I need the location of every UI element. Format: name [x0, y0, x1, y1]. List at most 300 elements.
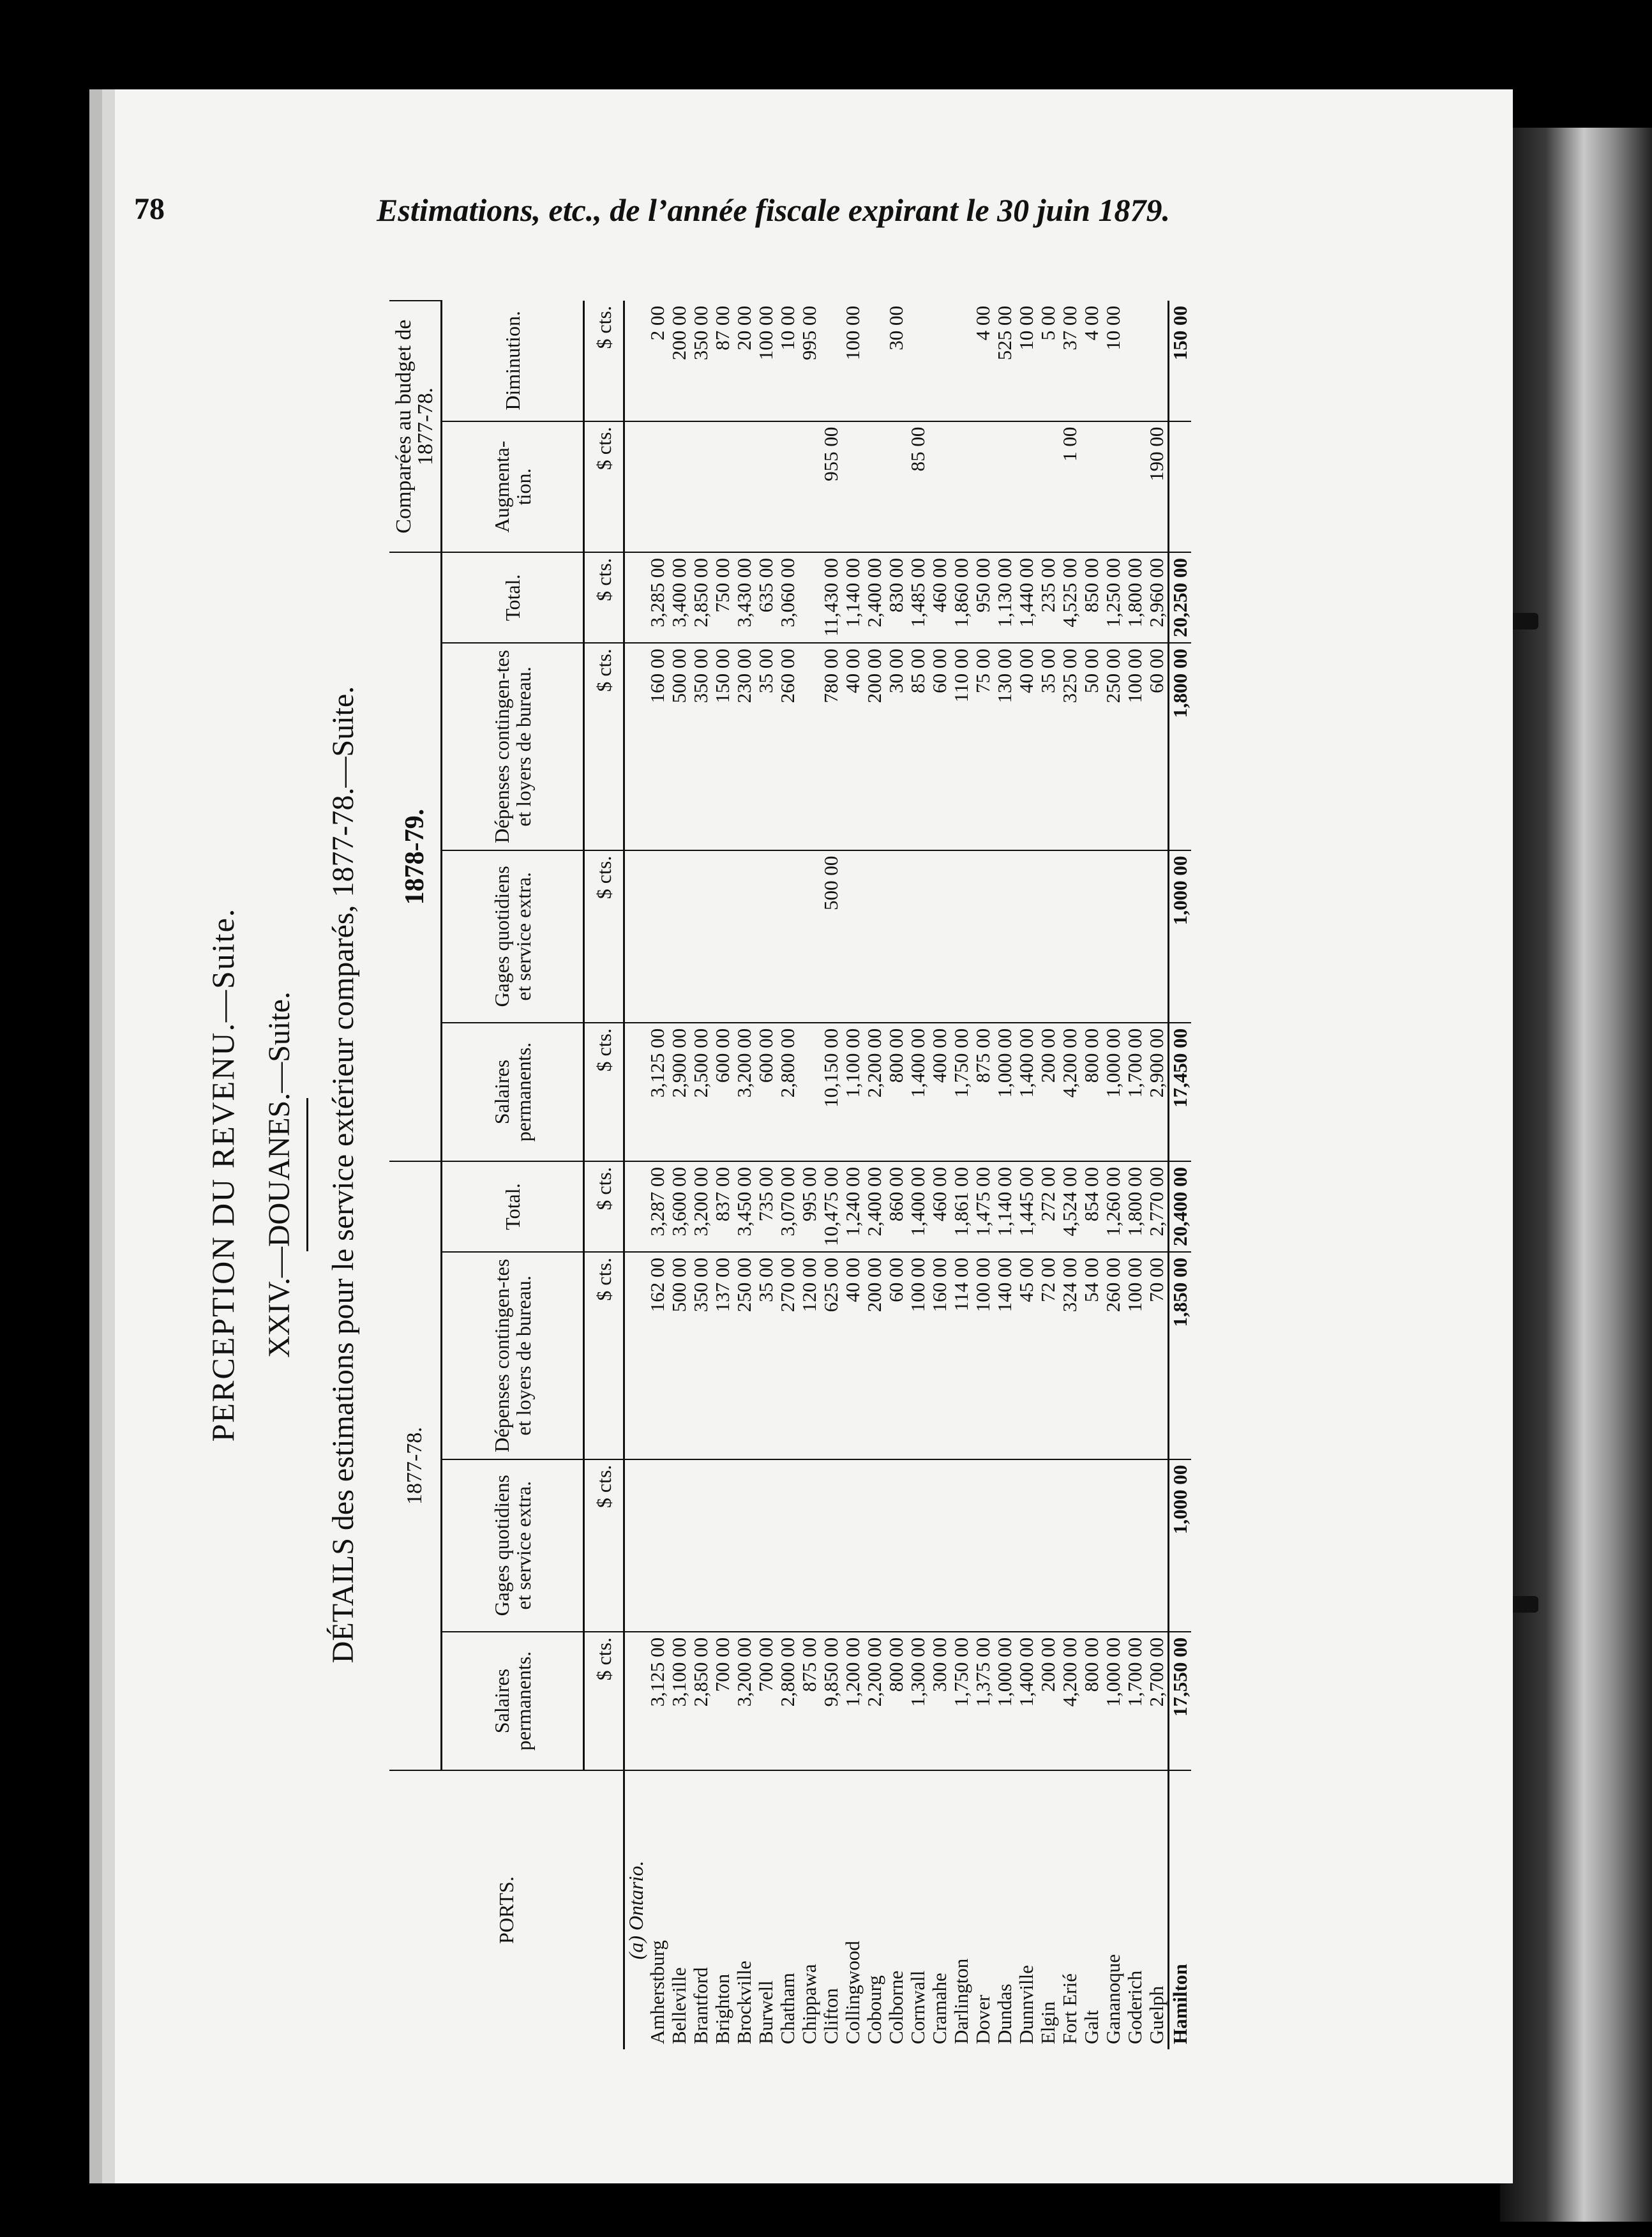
cell-h: 1,440 00	[1016, 552, 1037, 643]
cell-f: 500 00	[820, 850, 842, 1023]
cell-a: 1,375 00	[972, 1632, 994, 1770]
table-row	[799, 301, 820, 2049]
cell-e: 2,900 00	[1146, 1023, 1169, 1161]
cell-c: 100 00	[1124, 1252, 1146, 1459]
cell-f	[1081, 850, 1102, 1023]
cell-j	[1124, 301, 1146, 421]
cell-j: 100 00	[755, 301, 777, 421]
port-name: Guelph	[1145, 1985, 1168, 2044]
cell-f	[1016, 850, 1037, 1023]
col-salaires-1878: Salaires permanents.	[442, 1023, 584, 1161]
table-row	[668, 301, 690, 2049]
unit-label: $ cts.	[584, 421, 624, 552]
section-title: XXIV.—DOUANES.—Suite.	[262, 991, 296, 1358]
table-row	[1059, 301, 1081, 2049]
cell-j: 20 00	[733, 301, 755, 421]
table-row	[1081, 301, 1102, 2049]
cell-a: 2,700 00	[1146, 1632, 1169, 1770]
running-title: Estimations, etc., de l’année fiscale expirant le 30 juin 1879.	[377, 192, 1171, 228]
unit-label: $ cts.	[584, 1252, 624, 1459]
cell-g: 60 00	[929, 643, 950, 850]
cell-j	[1146, 301, 1169, 421]
cell-e: 2,200 00	[864, 1023, 885, 1161]
cell-j: 4 00	[1081, 301, 1102, 421]
table-row	[712, 301, 733, 2049]
port-name: Brockville	[733, 1961, 755, 2044]
port-name: Hamilton	[1169, 1770, 1192, 2049]
group-comparison: Comparées au budget de 1877-78.	[389, 301, 442, 552]
cell-e: 800 00	[1081, 1023, 1102, 1161]
cell-f	[885, 850, 907, 1023]
title-rule	[306, 1098, 308, 1251]
cell-a: 1,300 00	[907, 1632, 929, 1770]
cell-h: 750 00	[712, 552, 733, 643]
unit-label: $ cts.	[584, 552, 624, 643]
cell-g: 130 00	[994, 643, 1016, 850]
table-row	[1169, 301, 1192, 2049]
cell-j	[820, 301, 842, 421]
cell-a: 800 00	[1081, 1632, 1102, 1770]
cell-h	[799, 552, 820, 643]
cell-d: 4,524 00	[1059, 1161, 1081, 1252]
port-name: Darlington	[950, 1958, 972, 2044]
cell-f	[1124, 850, 1146, 1023]
cell-d: 3,450 00	[733, 1161, 755, 1252]
book-binding-edge	[1500, 128, 1652, 2222]
cell-d: 272 00	[1037, 1161, 1059, 1252]
estimates-table	[389, 300, 1191, 2049]
cell-a: 1,750 00	[950, 1632, 972, 1770]
cell-f	[799, 850, 820, 1023]
cell-h: 1,250 00	[1102, 552, 1124, 643]
cell-j: 200 00	[668, 301, 690, 421]
cell-j: 5 00	[1037, 301, 1059, 421]
cell-e: 2,800 00	[777, 1023, 799, 1161]
cell-b	[647, 1459, 668, 1632]
cell-b	[1016, 1459, 1037, 1632]
cell-i	[864, 421, 885, 552]
cell-g: 500 00	[668, 643, 690, 850]
cell-c: 162 00	[647, 1252, 668, 1459]
cell-c: 35 00	[755, 1252, 777, 1459]
cell-f	[929, 850, 950, 1023]
cell-f	[777, 850, 799, 1023]
table-row	[647, 301, 668, 2049]
cell-e: 800 00	[885, 1023, 907, 1161]
cell-a: 200 00	[1037, 1632, 1059, 1770]
cell-j	[950, 301, 972, 421]
unit-label: $ cts.	[584, 1632, 624, 1770]
cell-f	[842, 850, 864, 1023]
unit-label: $ cts.	[584, 301, 624, 421]
port-name: Galt	[1080, 2010, 1102, 2044]
cell-e: 200 00	[1037, 1023, 1059, 1161]
cell-a: 9,850 00	[820, 1632, 842, 1770]
cell-b	[885, 1459, 907, 1632]
cell-b	[690, 1459, 712, 1632]
cell-g: 35 00	[1037, 643, 1059, 850]
cell-i	[972, 421, 994, 552]
cell-h: 235 00	[1037, 552, 1059, 643]
port-name: Brantford	[689, 1967, 712, 2044]
cell-g: 325 00	[1059, 643, 1081, 850]
cell-i	[690, 421, 712, 552]
cell-a: 1,400 00	[1016, 1632, 1037, 1770]
cell-a: 4,200 00	[1059, 1632, 1081, 1770]
cell-h: 1,860 00	[950, 552, 972, 643]
cell-d: 1,240 00	[842, 1161, 864, 1252]
cell-h: 1,140 00	[842, 552, 864, 643]
cell-h: 1,485 00	[907, 552, 929, 643]
cell-a: 875 00	[799, 1632, 820, 1770]
cell-i	[842, 421, 864, 552]
col-total-1878: Total.	[442, 552, 584, 643]
cell-b	[799, 1459, 820, 1632]
col-gages-1878: Gages quotidiens et service extra.	[442, 850, 584, 1023]
cell-i	[1124, 421, 1146, 552]
cell-i	[1102, 421, 1124, 552]
cell-d: 460 00	[929, 1161, 950, 1252]
cell-e: 600 00	[712, 1023, 733, 1161]
cell-b	[1081, 1459, 1102, 1632]
cell-g: 75 00	[972, 643, 994, 850]
cell-b	[1102, 1459, 1124, 1632]
cell-b	[712, 1459, 733, 1632]
cell-d: 10,475 00	[820, 1161, 842, 1252]
cell-g: 1,800 00	[1169, 643, 1192, 850]
cell-d: 1,861 00	[950, 1161, 972, 1252]
cell-d: 2,400 00	[864, 1161, 885, 1252]
cell-b	[777, 1459, 799, 1632]
cell-f	[647, 850, 668, 1023]
cell-c: 137 00	[712, 1252, 733, 1459]
cell-b	[972, 1459, 994, 1632]
cell-j: 2 00	[647, 301, 668, 421]
cell-a: 3,200 00	[733, 1632, 755, 1770]
unit-label: $ cts.	[584, 850, 624, 1023]
table-row	[972, 301, 994, 2049]
cell-j: 100 00	[842, 301, 864, 421]
cell-a: 1,700 00	[1124, 1632, 1146, 1770]
cell-b	[1124, 1459, 1146, 1632]
port-name: Dover	[972, 1994, 994, 2044]
cell-i	[1169, 421, 1192, 552]
cell-d: 20,400 00	[1169, 1161, 1192, 1252]
table-row	[929, 301, 950, 2049]
col-salaires-1877: Salaires permanents.	[442, 1632, 584, 1770]
cell-e: 4,200 00	[1059, 1023, 1081, 1161]
cell-b	[668, 1459, 690, 1632]
cell-a: 1,200 00	[842, 1632, 864, 1770]
cell-f	[950, 850, 972, 1023]
cell-c: 250 00	[733, 1252, 755, 1459]
cell-f	[972, 850, 994, 1023]
cell-h: 1,800 00	[1124, 552, 1146, 643]
cell-a: 3,100 00	[668, 1632, 690, 1770]
port-name: Cobourg	[863, 1975, 885, 2044]
cell-g	[799, 643, 820, 850]
rotated-table-block	[204, 287, 1417, 2062]
cell-j: 10 00	[1102, 301, 1124, 421]
cell-a: 1,000 00	[1102, 1632, 1124, 1770]
port-name: Cornwall	[906, 1970, 929, 2044]
port-name: Belleville	[668, 1967, 690, 2044]
cell-c: 1,850 00	[1169, 1252, 1192, 1459]
port-name: Elgin	[1037, 2001, 1059, 2044]
cell-f	[712, 850, 733, 1023]
cell-e: 10,150 00	[820, 1023, 842, 1161]
cell-g: 40 00	[842, 643, 864, 850]
cell-h: 2,960 00	[1146, 552, 1169, 643]
cell-h: 950 00	[972, 552, 994, 643]
cell-a: 2,800 00	[777, 1632, 799, 1770]
cell-h: 1,130 00	[994, 552, 1016, 643]
cell-g: 30 00	[885, 643, 907, 850]
cell-h: 3,060 00	[777, 552, 799, 643]
cell-c: 114 00	[950, 1252, 972, 1459]
cell-j: 150 00	[1169, 301, 1192, 421]
cell-g: 200 00	[864, 643, 885, 850]
cell-c: 200 00	[864, 1252, 885, 1459]
cell-e: 1,700 00	[1124, 1023, 1146, 1161]
cell-b: 1,000 00	[1169, 1459, 1192, 1632]
port-name: Dunnville	[1015, 1965, 1037, 2044]
cell-e: 3,125 00	[647, 1023, 668, 1161]
page-number: 78	[134, 192, 165, 226]
port-name: Brighton	[711, 1973, 733, 2044]
port-name: Gananoque	[1102, 1954, 1124, 2044]
cell-e: 3,200 00	[733, 1023, 755, 1161]
cell-e	[799, 1023, 820, 1161]
cell-d: 1,140 00	[994, 1161, 1016, 1252]
cell-h: 460 00	[929, 552, 950, 643]
cell-g: 150 00	[712, 643, 733, 850]
cell-i	[733, 421, 755, 552]
group-1878-79: 1878-79.	[389, 552, 442, 1161]
cell-d: 3,200 00	[690, 1161, 712, 1252]
cell-a: 17,550 00	[1169, 1632, 1192, 1770]
cell-c: 350 00	[690, 1252, 712, 1459]
cell-e: 1,400 00	[907, 1023, 929, 1161]
cell-b	[1037, 1459, 1059, 1632]
cell-g: 35 00	[755, 643, 777, 850]
port-name: Clifton	[820, 1988, 842, 2044]
cell-c: 260 00	[1102, 1252, 1124, 1459]
cell-g: 85 00	[907, 643, 929, 850]
cell-f	[733, 850, 755, 1023]
cell-d: 3,070 00	[777, 1161, 799, 1252]
cell-a: 700 00	[712, 1632, 733, 1770]
cell-i	[994, 421, 1016, 552]
col-depenses-1877: Dépenses contingen-tes et loyers de bureau.	[442, 1252, 584, 1459]
table-row	[1037, 301, 1059, 2049]
cell-d: 837 00	[712, 1161, 733, 1252]
cell-e: 600 00	[755, 1023, 777, 1161]
port-name: Chippawa	[798, 1964, 820, 2044]
cell-a: 1,000 00	[994, 1632, 1016, 1770]
cell-b	[820, 1459, 842, 1632]
unit-label: $ cts.	[584, 1459, 624, 1632]
cell-e: 2,900 00	[668, 1023, 690, 1161]
col-augmentation: Augmenta-tion.	[442, 421, 584, 552]
group-1877-78: 1877-78.	[389, 1161, 442, 1770]
cell-j: 350 00	[690, 301, 712, 421]
cell-g: 60 00	[1146, 643, 1169, 850]
cell-d: 735 00	[755, 1161, 777, 1252]
cell-b	[950, 1459, 972, 1632]
cell-d: 1,475 00	[972, 1161, 994, 1252]
cell-i	[799, 421, 820, 552]
cell-f	[668, 850, 690, 1023]
cell-i	[755, 421, 777, 552]
cell-g: 230 00	[733, 643, 755, 850]
cell-e: 17,450 00	[1169, 1023, 1192, 1161]
cell-f	[994, 850, 1016, 1023]
cell-c: 500 00	[668, 1252, 690, 1459]
port-name: Chatham	[776, 1973, 799, 2044]
unit-label: $ cts.	[584, 1023, 624, 1161]
region-label: (a) Ontario.	[624, 1860, 647, 1960]
cell-i	[1037, 421, 1059, 552]
port-name: Amherstburg	[646, 1939, 668, 2044]
cell-g: 160 00	[647, 643, 668, 850]
cell-c: 625 00	[820, 1252, 842, 1459]
cell-c: 100 00	[972, 1252, 994, 1459]
table-row	[733, 301, 755, 2049]
cell-c: 270 00	[777, 1252, 799, 1459]
cell-j: 87 00	[712, 301, 733, 421]
cell-b	[929, 1459, 950, 1632]
col-gages-1877: Gages quotidiens et service extra.	[442, 1459, 584, 1632]
cell-f: 1,000 00	[1169, 850, 1192, 1023]
cell-a: 800 00	[885, 1632, 907, 1770]
cell-c: 72 00	[1037, 1252, 1059, 1459]
cell-i	[712, 421, 733, 552]
table-row	[755, 301, 777, 2049]
cell-g: 50 00	[1081, 643, 1102, 850]
cell-d: 860 00	[885, 1161, 907, 1252]
cell-b	[994, 1459, 1016, 1632]
port-name: Goderich	[1123, 1970, 1146, 2044]
table-row	[842, 301, 864, 2049]
cell-f	[755, 850, 777, 1023]
cell-i	[777, 421, 799, 552]
col-diminution: Diminution.	[442, 301, 584, 421]
cell-j	[907, 301, 929, 421]
table-row	[1016, 301, 1037, 2049]
cell-a: 2,200 00	[864, 1632, 885, 1770]
cell-d: 995 00	[799, 1161, 820, 1252]
table-subtitle: DÉTAILS des estimations pour le service extérieur comparés, 1877-78.—Suite.	[326, 686, 360, 1664]
cell-c: 40 00	[842, 1252, 864, 1459]
cell-d: 1,445 00	[1016, 1161, 1037, 1252]
table-row	[690, 301, 712, 2049]
cell-e: 1,400 00	[1016, 1023, 1037, 1161]
cell-c: 45 00	[1016, 1252, 1037, 1459]
cell-e: 875 00	[972, 1023, 994, 1161]
cell-d: 3,287 00	[647, 1161, 668, 1252]
cell-i	[950, 421, 972, 552]
table-row	[885, 301, 907, 2049]
cell-j: 995 00	[799, 301, 820, 421]
cell-g: 100 00	[1124, 643, 1146, 850]
table-row	[1124, 301, 1146, 2049]
cell-h: 20,250 00	[1169, 552, 1192, 643]
cell-j	[929, 301, 950, 421]
cell-i	[885, 421, 907, 552]
cell-a: 700 00	[755, 1632, 777, 1770]
cell-e: 1,000 00	[1102, 1023, 1124, 1161]
table-row	[950, 301, 972, 2049]
cell-j: 525 00	[994, 301, 1016, 421]
cell-c: 140 00	[994, 1252, 1016, 1459]
cell-h: 2,850 00	[690, 552, 712, 643]
cell-h: 3,430 00	[733, 552, 755, 643]
cell-b	[864, 1459, 885, 1632]
cell-d: 1,800 00	[1124, 1161, 1146, 1252]
port-name: Cramahe	[928, 1973, 950, 2044]
cell-h: 2,400 00	[864, 552, 885, 643]
cell-c: 160 00	[929, 1252, 950, 1459]
cell-e: 2,500 00	[690, 1023, 712, 1161]
cell-a: 3,125 00	[647, 1632, 668, 1770]
cell-h: 11,430 00	[820, 552, 842, 643]
cell-e: 1,100 00	[842, 1023, 864, 1161]
cell-e: 400 00	[929, 1023, 950, 1161]
cell-c: 54 00	[1081, 1252, 1102, 1459]
cell-d: 3,600 00	[668, 1161, 690, 1252]
cell-i	[1081, 421, 1102, 552]
cell-h: 4,525 00	[1059, 552, 1081, 643]
port-name: Fort Erié	[1058, 1973, 1081, 2044]
cell-c: 70 00	[1146, 1252, 1169, 1459]
cell-b	[1146, 1459, 1169, 1632]
table-row	[820, 301, 842, 2049]
cell-j: 4 00	[972, 301, 994, 421]
cell-i	[668, 421, 690, 552]
cell-f	[907, 850, 929, 1023]
ports-header: PORTS.	[389, 1770, 624, 2049]
cell-j: 10 00	[777, 301, 799, 421]
cell-j: 37 00	[1059, 301, 1081, 421]
cell-d: 854 00	[1081, 1161, 1102, 1252]
cell-b	[755, 1459, 777, 1632]
cell-h: 3,285 00	[647, 552, 668, 643]
cell-h: 3,400 00	[668, 552, 690, 643]
cell-j: 30 00	[885, 301, 907, 421]
table-row	[1146, 301, 1169, 2049]
main-title: PERCEPTION DU REVENU.—Suite.	[205, 907, 241, 1442]
port-name: Dundas	[993, 1984, 1016, 2044]
col-depenses-1878: Dépenses contingen-tes et loyers de bureau.	[442, 643, 584, 850]
cell-c: 324 00	[1059, 1252, 1081, 1459]
cell-b	[1059, 1459, 1081, 1632]
col-total-1877: Total.	[442, 1161, 584, 1252]
cell-f	[864, 850, 885, 1023]
cell-c: 120 00	[799, 1252, 820, 1459]
cell-b	[907, 1459, 929, 1632]
table-row	[777, 301, 799, 2049]
unit-label: $ cts.	[584, 643, 624, 850]
cell-i	[647, 421, 668, 552]
port-name: Colborne	[885, 1970, 907, 2044]
cell-g: 110 00	[950, 643, 972, 850]
unit-label: $ cts.	[584, 1161, 624, 1252]
cell-i: 955 00	[820, 421, 842, 552]
cell-g: 250 00	[1102, 643, 1124, 850]
cell-a: 2,850 00	[690, 1632, 712, 1770]
cell-d: 2,770 00	[1146, 1161, 1169, 1252]
